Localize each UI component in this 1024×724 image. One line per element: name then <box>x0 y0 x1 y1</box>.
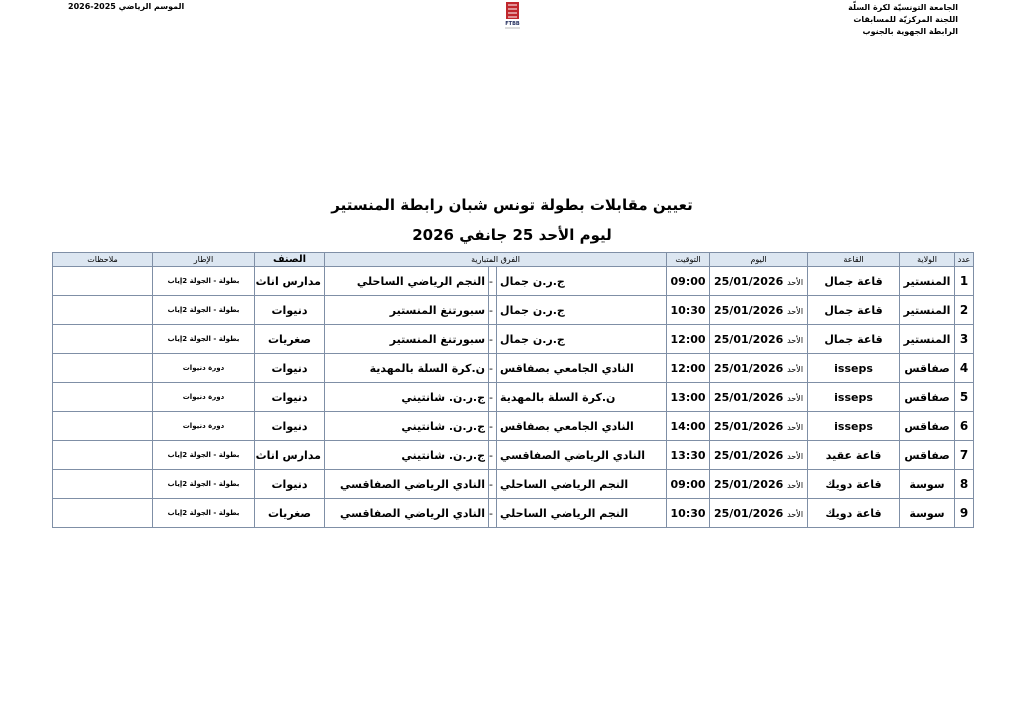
header-state: الولاية <box>900 253 955 267</box>
day-name: الأحد <box>787 480 804 490</box>
date: 25/01/2026 <box>714 332 784 346</box>
date: 25/01/2026 <box>714 390 784 404</box>
cell-frame: دورة دنيوات <box>153 383 255 412</box>
cell-day <box>710 383 808 412</box>
cell-frame: دورة دنيوات <box>153 354 255 383</box>
date: 25/01/2026 <box>714 361 784 375</box>
cell-time: 12:00 <box>667 325 710 354</box>
cell-category: دنيوات <box>255 296 325 325</box>
cell-day <box>710 296 808 325</box>
day-name: الأحد <box>787 422 804 432</box>
matches-table <box>52 252 974 528</box>
cell-notes <box>53 267 153 296</box>
cell-team1: النادي الرياضي الصفاقسي <box>497 441 667 470</box>
day-name: الأحد <box>787 509 804 519</box>
cell-num: 4 <box>955 354 974 383</box>
logo-text: FTBB <box>505 21 520 27</box>
table-row <box>53 325 974 354</box>
cell-separator: - <box>489 412 497 441</box>
cell-num: 3 <box>955 325 974 354</box>
cell-hall: قاعة جمال <box>808 325 900 354</box>
cell-frame: بطولة - الجولة 2إياب <box>153 470 255 499</box>
cell-time: 14:00 <box>667 412 710 441</box>
cell-notes <box>53 470 153 499</box>
cell-team2: سبورتنغ المنستير <box>325 325 489 354</box>
page-subtitle: ليوم الأحد 25 جانفي 2026 <box>412 226 612 244</box>
cell-team2: ج.ر.ن. شانتيني <box>325 383 489 412</box>
cell-separator: - <box>489 296 497 325</box>
cell-notes <box>53 441 153 470</box>
cell-num: 8 <box>955 470 974 499</box>
date: 25/01/2026 <box>714 419 784 433</box>
cell-state: صفاقس <box>900 354 955 383</box>
cell-hall: قاعة دويك <box>808 499 900 528</box>
cell-hall: isseps <box>808 412 900 441</box>
header-day: اليوم <box>710 253 808 267</box>
date: 25/01/2026 <box>714 506 784 520</box>
cell-frame: بطولة - الجولة 2إياب <box>153 441 255 470</box>
season-label: الموسم الرياضي 2025-2026 <box>68 2 185 11</box>
cell-time: 13:30 <box>667 441 710 470</box>
cell-num: 1 <box>955 267 974 296</box>
cell-team2: النادي الرياضي الصفاقسي <box>325 470 489 499</box>
table-row <box>53 412 974 441</box>
cell-category: مدارس اناث <box>255 441 325 470</box>
cell-day <box>710 354 808 383</box>
cell-num: 9 <box>955 499 974 528</box>
cell-state: صفاقس <box>900 441 955 470</box>
cell-hall: قاعة جمال <box>808 296 900 325</box>
cell-team2: سبورتنغ المنستير <box>325 296 489 325</box>
cell-category: دنيوات <box>255 412 325 441</box>
cell-frame: بطولة - الجولة 2إياب <box>153 296 255 325</box>
cell-hall: قاعة جمال <box>808 267 900 296</box>
cell-num: 6 <box>955 412 974 441</box>
cell-team2: ج.ر.ن. شانتيني <box>325 412 489 441</box>
cell-day <box>710 499 808 528</box>
cell-notes <box>53 325 153 354</box>
header-num: عدد <box>955 253 974 267</box>
header-category: الصنف <box>255 253 325 267</box>
header-frame: الإطار <box>153 253 255 267</box>
cell-category: دنيوات <box>255 383 325 412</box>
cell-team1: النادي الجامعي بصفاقس <box>497 412 667 441</box>
table-row <box>53 354 974 383</box>
day-name: الأحد <box>787 335 804 345</box>
cell-day <box>710 470 808 499</box>
cell-day <box>710 325 808 354</box>
cell-team1: ج.ر.ن جمال <box>497 267 667 296</box>
table-row <box>53 383 974 412</box>
cell-num: 2 <box>955 296 974 325</box>
cell-category: صغريات <box>255 499 325 528</box>
org-line: الرابطة الجهوية بالجنوب <box>862 27 958 36</box>
cell-frame: دورة دنيوات <box>153 412 255 441</box>
cell-time: 10:30 <box>667 296 710 325</box>
cell-hall: قاعة دويك <box>808 470 900 499</box>
header-teams: الفرق المتبارية <box>325 253 667 267</box>
cell-hall: قاعة عقيد <box>808 441 900 470</box>
cell-notes <box>53 354 153 383</box>
cell-notes <box>53 296 153 325</box>
cell-frame: بطولة - الجولة 2إياب <box>153 499 255 528</box>
cell-team2: ن.كرة السلة بالمهدية <box>325 354 489 383</box>
org-line: الجامعة التونسيّة لكرة السلّة <box>848 3 958 12</box>
day-name: الأحد <box>787 364 804 374</box>
cell-hall: isseps <box>808 383 900 412</box>
date: 25/01/2026 <box>714 477 784 491</box>
cell-state: سوسة <box>900 470 955 499</box>
cell-team1: ن.كرة السلة بالمهدية <box>497 383 667 412</box>
cell-frame: بطولة - الجولة 2إياب <box>153 325 255 354</box>
cell-state: المنستير <box>900 267 955 296</box>
cell-category: صغريات <box>255 325 325 354</box>
header-time: التوقيت <box>667 253 710 267</box>
cell-time: 10:30 <box>667 499 710 528</box>
ftbb-logo <box>503 2 522 30</box>
cell-separator: - <box>489 470 497 499</box>
table-header-row <box>53 253 974 267</box>
cell-state: المنستير <box>900 296 955 325</box>
cell-team1: النجم الرياضي الساحلي <box>497 499 667 528</box>
cell-team2: ج.ر.ن. شانتيني <box>325 441 489 470</box>
cell-category: مدارس اناث <box>255 267 325 296</box>
date: 25/01/2026 <box>714 303 784 317</box>
cell-num: 5 <box>955 383 974 412</box>
cell-notes <box>53 383 153 412</box>
cell-state: صفاقس <box>900 383 955 412</box>
cell-time: 09:00 <box>667 470 710 499</box>
day-name: الأحد <box>787 451 804 461</box>
cell-time: 12:00 <box>667 354 710 383</box>
cell-separator: - <box>489 325 497 354</box>
cell-team1: النجم الرياضي الساحلي <box>497 470 667 499</box>
table-row <box>53 267 974 296</box>
cell-separator: - <box>489 267 497 296</box>
cell-team1: ج.ر.ن جمال <box>497 296 667 325</box>
organization-header <box>848 2 958 38</box>
date: 25/01/2026 <box>714 448 784 462</box>
date: 25/01/2026 <box>714 274 784 288</box>
cell-notes <box>53 499 153 528</box>
cell-state: المنستير <box>900 325 955 354</box>
cell-category: دنيوات <box>255 354 325 383</box>
page-title: تعيين مقابلات بطولة تونس شبان رابطة المنستير <box>331 196 693 214</box>
table-row <box>53 470 974 499</box>
table-row <box>53 296 974 325</box>
cell-day <box>710 441 808 470</box>
day-name: الأحد <box>787 277 804 287</box>
cell-hall: isseps <box>808 354 900 383</box>
cell-separator: - <box>489 383 497 412</box>
cell-separator: - <box>489 499 497 528</box>
cell-separator: - <box>489 354 497 383</box>
cell-day <box>710 412 808 441</box>
cell-team2: النجم الرياضي الساحلي <box>325 267 489 296</box>
cell-frame: بطولة - الجولة 2إياب <box>153 267 255 296</box>
cell-num: 7 <box>955 441 974 470</box>
cell-separator: - <box>489 441 497 470</box>
day-name: الأحد <box>787 393 804 403</box>
org-line: اللجنة المركزيّة للمسابقات <box>853 15 958 24</box>
cell-team2: النادي الرياضي الصفاقسي <box>325 499 489 528</box>
header-notes: ملاحظات <box>53 253 153 267</box>
header-hall: القاعة <box>808 253 900 267</box>
cell-day <box>710 267 808 296</box>
cell-state: صفاقس <box>900 412 955 441</box>
cell-category: دنيوات <box>255 470 325 499</box>
day-name: الأحد <box>787 306 804 316</box>
table-row <box>53 441 974 470</box>
cell-time: 13:00 <box>667 383 710 412</box>
cell-time: 09:00 <box>667 267 710 296</box>
cell-state: سوسة <box>900 499 955 528</box>
table-row <box>53 499 974 528</box>
cell-notes <box>53 412 153 441</box>
cell-team1: ج.ر.ن جمال <box>497 325 667 354</box>
cell-team1: النادي الجامعي بصفاقس <box>497 354 667 383</box>
